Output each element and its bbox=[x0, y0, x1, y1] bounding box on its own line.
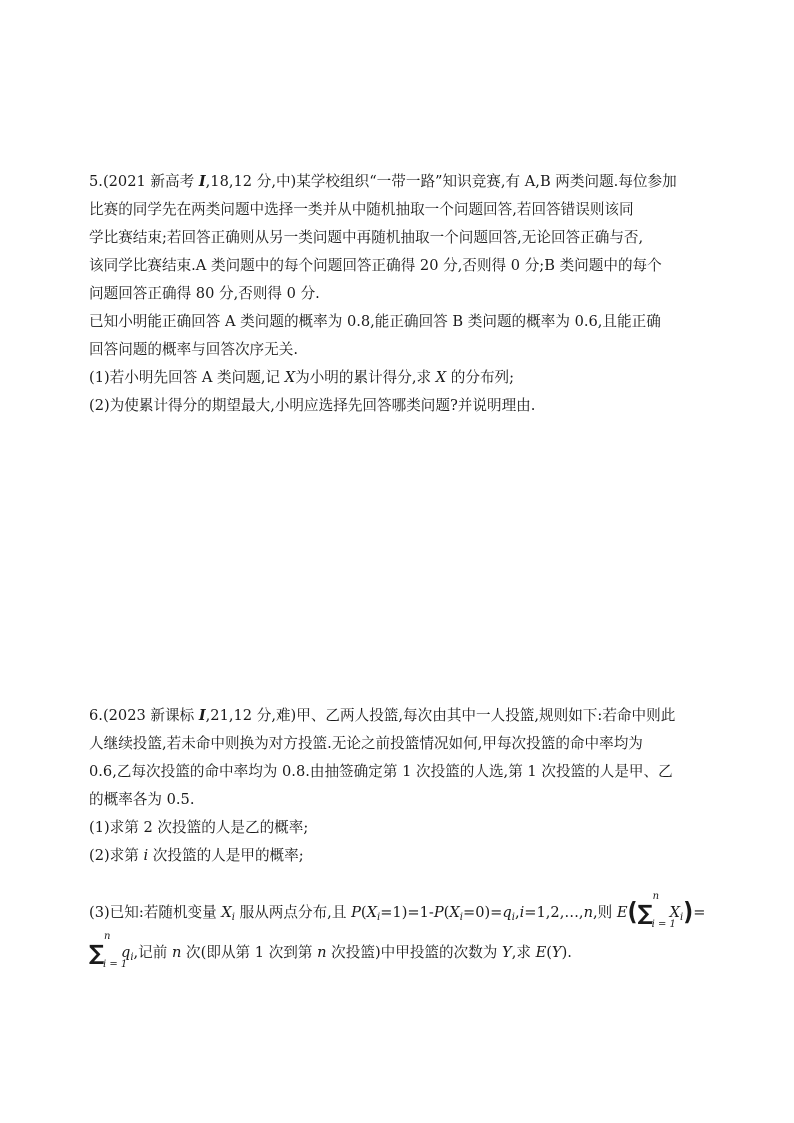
problem-5-line-6: 已知小明能正确回答 A 类问题的概率为 0.8,能正确回答 B 类问题的概率为 0.6,且能正确 bbox=[89, 313, 661, 330]
problem-5-number: 5. bbox=[89, 173, 103, 190]
problem-6-question-3-line-1: (3)已知:若随机变量 $X_i$ 服从两点分布,且 $P(X_i=1)=1-P(X_i=0)=q_i,i=1,2,\dots,n$,则 E( ∑ n i = 1 $X_i)=$ bbox=[89, 891, 706, 930]
summation-symbol: ∑ n i = 1 bbox=[637, 891, 676, 930]
problem-5-line-7: 回答问题的概率与回答次序无关. bbox=[89, 341, 298, 358]
problem-6-line-1: 6.(2023 新课标 Ⅰ,21,12 分,难)甲、乙两人投篮,每次由其中一人投篮,规则如下:若命中则此 bbox=[89, 707, 676, 724]
problem-6-question-1: (1)求第 2 次投篮的人是乙的概率; bbox=[89, 819, 309, 836]
problem-5-line-1: 5.(2021 新高考 Ⅰ,18,12 分,中)某学校组织“一带一路”知识竞赛,有 A,B 两类问题.每位参加 bbox=[89, 173, 677, 190]
problem-6-question-3-line-2: ∑ n i = 1 $q_i$,记前 n 次(即从第 1 次到第 n 次投篮)中甲投篮的次数为 Y,求 E(Y). bbox=[89, 931, 572, 970]
problem-6-line-4: 的概率各为 0.5. bbox=[89, 791, 195, 808]
right-paren-large: ) bbox=[683, 898, 694, 927]
problem-5-question-2: (2)为使累计得分的期望最大,小明应选择先回答哪类问题?并说明理由. bbox=[89, 397, 536, 414]
problem-6-line-3: 0.6,乙每次投篮的命中率均为 0.8.由抽签确定第 1 次投篮的人选,第 1 次投篮的人是甲、乙 bbox=[89, 763, 673, 780]
problem-6-line-2: 人继续投篮,若未命中则换为对方投篮.无论之前投篮情况如何,甲每次投篮的命中率均为 bbox=[89, 735, 643, 752]
problem-6-question-2: (2)求第 i 次投篮的人是甲的概率; bbox=[89, 847, 304, 864]
problem-6-number: 6. bbox=[89, 707, 103, 724]
problem-5-line-3: 学比赛结束;若回答正确则从另一类问题中再随机抽取一个问题回答,无论回答正确与否, bbox=[89, 229, 644, 246]
problem-5-question-1: (1)若小明先回答 A 类问题,记 X为小明的累计得分,求 X 的分布列; bbox=[89, 369, 515, 386]
left-paren-large: ( bbox=[627, 898, 638, 927]
problem-5-line-5: 问题回答正确得 80 分,否则得 0 分. bbox=[89, 285, 320, 302]
summation-symbol: ∑ n i = 1 bbox=[89, 931, 128, 970]
problem-5-line-2: 比赛的同学先在两类问题中选择一类并从中随机抽取一个问题回答,若回答错误则该同 bbox=[89, 201, 634, 218]
problem-5-line-4: 该同学比赛结束.A 类问题中的每个问题回答正确得 20 分,否则得 0 分;B 类问题中的每个 bbox=[89, 257, 662, 274]
